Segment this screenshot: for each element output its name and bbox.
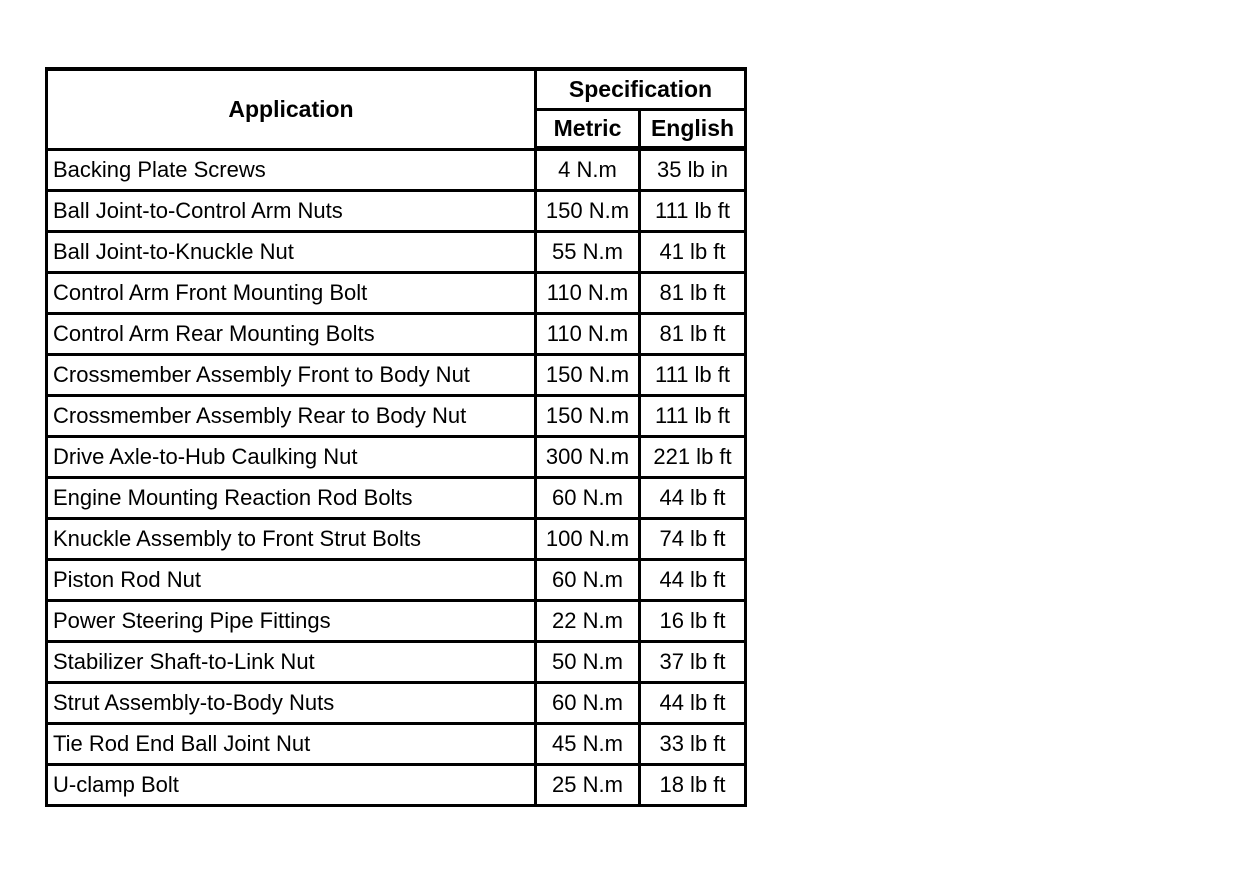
application-cell: Crossmember Assembly Rear to Body Nut	[48, 397, 537, 438]
english-cell: 111 lb ft	[641, 192, 747, 233]
table-row	[48, 561, 747, 602]
application-cell: Crossmember Assembly Front to Body Nut	[48, 356, 537, 397]
table-row	[48, 602, 747, 643]
table-row	[48, 151, 747, 192]
english-cell: 37 lb ft	[641, 643, 747, 684]
english-cell: 35 lb in	[641, 151, 747, 192]
english-cell: 81 lb ft	[641, 315, 747, 356]
english-cell: 221 lb ft	[641, 438, 747, 479]
application-cell: Engine Mounting Reaction Rod Bolts	[48, 479, 537, 520]
english-cell: 74 lb ft	[641, 520, 747, 561]
english-cell: 16 lb ft	[641, 602, 747, 643]
header-row-top	[48, 71, 747, 111]
english-cell: 41 lb ft	[641, 233, 747, 274]
english-cell: 18 lb ft	[641, 766, 747, 807]
metric-column-header: Metric	[537, 111, 641, 151]
english-cell: 44 lb ft	[641, 684, 747, 725]
table-header	[48, 71, 747, 151]
application-cell: Power Steering Pipe Fittings	[48, 602, 537, 643]
application-cell: Backing Plate Screws	[48, 151, 537, 192]
specification-column-header: Specification	[537, 71, 747, 111]
metric-cell: 60 N.m	[537, 561, 641, 602]
table-row	[48, 479, 747, 520]
table-row	[48, 397, 747, 438]
metric-cell: 110 N.m	[537, 315, 641, 356]
table-row	[48, 684, 747, 725]
table-row	[48, 356, 747, 397]
application-cell: Ball Joint-to-Control Arm Nuts	[48, 192, 537, 233]
application-cell: Control Arm Rear Mounting Bolts	[48, 315, 537, 356]
metric-cell: 22 N.m	[537, 602, 641, 643]
table-row	[48, 274, 747, 315]
application-column-header: Application	[48, 71, 537, 151]
english-cell: 33 lb ft	[641, 725, 747, 766]
application-cell: Ball Joint-to-Knuckle Nut	[48, 233, 537, 274]
application-cell: Control Arm Front Mounting Bolt	[48, 274, 537, 315]
application-cell: Knuckle Assembly to Front Strut Bolts	[48, 520, 537, 561]
english-cell: 111 lb ft	[641, 397, 747, 438]
table-row	[48, 643, 747, 684]
application-cell: Strut Assembly-to-Body Nuts	[48, 684, 537, 725]
table-row	[48, 192, 747, 233]
table-row	[48, 520, 747, 561]
application-cell: U-clamp Bolt	[48, 766, 537, 807]
application-cell: Stabilizer Shaft-to-Link Nut	[48, 643, 537, 684]
metric-cell: 50 N.m	[537, 643, 641, 684]
metric-cell: 4 N.m	[537, 151, 641, 192]
metric-cell: 300 N.m	[537, 438, 641, 479]
torque-spec-table	[45, 67, 747, 807]
metric-cell: 25 N.m	[537, 766, 641, 807]
metric-cell: 60 N.m	[537, 684, 641, 725]
metric-cell: 110 N.m	[537, 274, 641, 315]
metric-cell: 150 N.m	[537, 192, 641, 233]
metric-cell: 45 N.m	[537, 725, 641, 766]
table-row	[48, 315, 747, 356]
table-row	[48, 233, 747, 274]
table-row	[48, 766, 747, 807]
table-body	[48, 151, 747, 807]
metric-cell: 150 N.m	[537, 397, 641, 438]
metric-cell: 100 N.m	[537, 520, 641, 561]
application-cell: Tie Rod End Ball Joint Nut	[48, 725, 537, 766]
application-cell: Piston Rod Nut	[48, 561, 537, 602]
metric-cell: 55 N.m	[537, 233, 641, 274]
application-cell: Drive Axle-to-Hub Caulking Nut	[48, 438, 537, 479]
english-column-header: English	[641, 111, 747, 151]
english-cell: 44 lb ft	[641, 479, 747, 520]
table-row	[48, 725, 747, 766]
metric-cell: 150 N.m	[537, 356, 641, 397]
english-cell: 44 lb ft	[641, 561, 747, 602]
english-cell: 81 lb ft	[641, 274, 747, 315]
table-row	[48, 438, 747, 479]
metric-cell: 60 N.m	[537, 479, 641, 520]
english-cell: 111 lb ft	[641, 356, 747, 397]
